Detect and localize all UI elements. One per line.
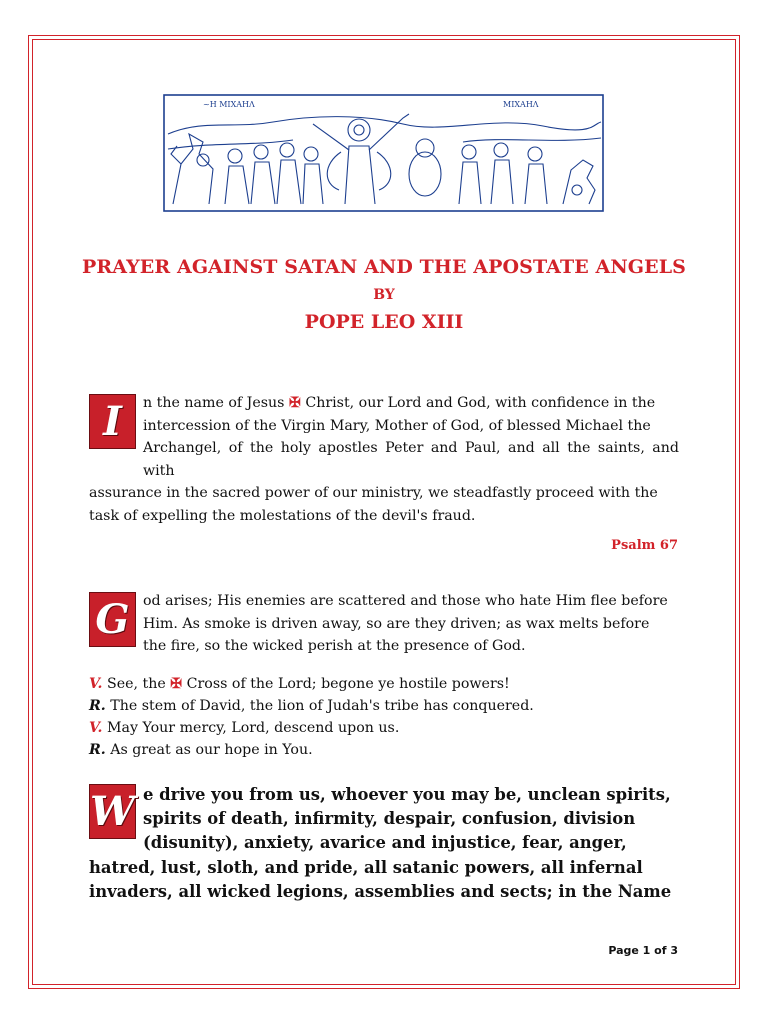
paragraph-line: invaders, all wicked legions, assemblies and sects; in the Name: [89, 881, 672, 901]
page-number: Page 1 of 3: [608, 944, 678, 957]
exorcism-paragraph: [89, 783, 679, 904]
paragraph-line: assurance in the sacred power of our ministry, we steadfastly proceed with the: [89, 485, 658, 502]
cross-icon: ✠: [170, 676, 183, 692]
cross-icon: ✠: [288, 395, 301, 411]
title-author: POPE LEO XIII: [304, 311, 464, 333]
illustration-lettering-right: ΜΙΧΑΗΛ: [503, 100, 539, 109]
versicles: [89, 673, 679, 761]
psalm-paragraph: [89, 590, 679, 658]
paragraph-line: hatred, lust, sloth, and pride, all satanic powers, all infernal: [89, 857, 643, 877]
versicle-2: V. May Your mercy, Lord, descend upon us.: [89, 720, 400, 736]
paragraph-line: spirits of death, infirmity, despair, confusion, division: [143, 809, 636, 829]
dropcap-letter: W: [90, 788, 135, 835]
paragraph-line: Him. As smoke is driven away, so are they driven; as wax melts before: [143, 615, 650, 632]
dropcap-letter: G: [95, 596, 130, 643]
paragraph-line: e drive you from us, whoever you may be, unclean spirits,: [143, 785, 671, 804]
dropcap-letter: I: [103, 398, 122, 445]
paragraph-line: od arises; His enemies are scattered and those who hate Him flee before: [143, 593, 668, 609]
versicle-1: V. See, the ✠ Cross of the Lord; begone ye hostile powers!: [89, 676, 510, 692]
paragraph-line: (disunity), anxiety, avarice and injustice, fear, anger,: [143, 833, 627, 853]
paragraph-line: task of expelling the molestations of the devil's fraud.: [89, 507, 476, 524]
opening-paragraph: [89, 392, 679, 528]
psalm-reference: Psalm 67: [611, 538, 678, 553]
paragraph-line: the fire, so the wicked perish at the presence of God.: [143, 638, 526, 655]
response-1: R. The stem of David, the lion of Judah's tribe has conquered.: [89, 698, 534, 714]
paragraph-line: n the name of Jesus ✠ Christ, our Lord and God, with confidence in the: [143, 395, 656, 411]
response-2: R. As great as our hope in You.: [89, 742, 313, 758]
paragraph-line: intercession of the Virgin Mary, Mother of God, of blessed Michael the: [143, 417, 651, 434]
saint-michael-illustration: [163, 94, 604, 212]
illustration-lettering-left: ~Η ΜΙΧΑΗΛ: [203, 100, 255, 109]
prayer-title: PRAYER AGAINST SATAN AND THE APOSTATE ANGELS: [81, 256, 687, 278]
paragraph-line: Archangel, of the holy apostles Peter and Paul, and all the saints, and with: [143, 440, 679, 479]
title-by: BY: [373, 287, 395, 303]
